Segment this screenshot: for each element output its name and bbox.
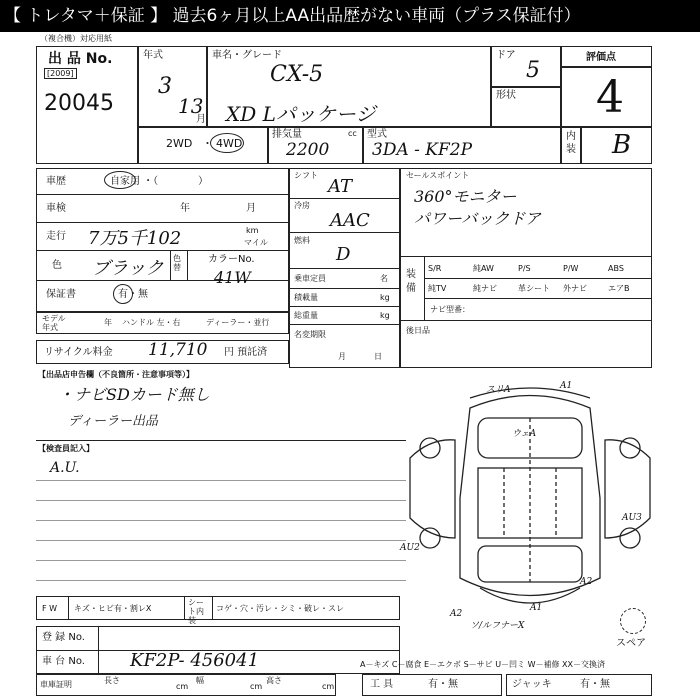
lot-year-tag: [2009] [44,68,77,79]
equipment-row1-item-0: S/R [428,264,442,273]
diagram-mark-7: ソ/ルフナーX [470,621,525,631]
interior-value: B [612,130,632,160]
load-label: 積載量 [294,293,318,302]
mileage-label: 走行 [46,231,66,242]
cert-height: 高さ [266,676,282,685]
mileage-unit-mile: マイル [244,238,268,247]
year-label: 年式 [143,50,163,61]
weight-unit: kg [380,311,390,320]
doors-value: 5 [526,58,540,83]
displacement-unit: cc [348,129,357,138]
car-name: CX-5 [270,62,324,87]
warranty-options: 有・無 [118,289,148,300]
color-value: ブラック [92,258,164,279]
tools-label: 工 具 [370,679,394,690]
spare-label: スペア [616,638,646,649]
sales-points-line2: パワーバックドア [414,209,541,228]
model-value: 3DA - KF2P [372,140,473,160]
model-label: 型式 [367,129,387,140]
cert-unit-1: cm [176,682,189,691]
interior-label: 内装 [566,131,576,155]
color-code-label: カラーNo. [208,254,255,265]
diagram-mark-2: ウェA [512,429,537,439]
top-note: （複合機）対応用紙 [40,34,112,43]
mileage-unit-km: km [246,226,259,235]
year-month-value: 13 [178,94,204,118]
equipment-row2 [428,282,650,296]
chassis-value: KF2P- 456041 [130,650,260,671]
equipment-row1-item-1: 純AW [473,264,494,273]
score-label: 評価点 [586,52,616,63]
remarks-line2: ディーラー出品 [68,414,158,429]
cert-unit-3: cm [322,682,335,691]
diagram-mark-1: A1 [560,381,573,391]
diagram-mark-8: A2 [580,577,593,587]
cert-unit-2: cm [250,682,263,691]
drive-opt2: 4WD [216,137,243,150]
history-circle [104,171,136,189]
cert-len: 長さ [104,676,120,685]
car-grade: XD Lパッケージ [226,102,376,126]
fw-label: F W [42,604,58,613]
shaken-year-unit: 年 [180,203,190,214]
shaken-month-unit: 月 [246,203,256,214]
legend-text: A－キズ C－腐食 E－エクボ S－サビ U－凹ミ W－補修 XX－交換済 [360,660,606,669]
shape-label: 形状 [496,90,516,101]
drive-opt1: 2WD [166,137,193,150]
lot-label: 出 品 No. [48,51,113,67]
color-code-value: 41W [214,268,251,287]
diagram-mark-4: AU2 [400,543,420,553]
equipment-row2-item-1: 純ナビ [473,284,497,293]
inspector-label: 【検査員記入】 [38,444,94,453]
doors-label: ドア [496,50,516,61]
model-year-dealer: ディーラー・並行 [206,318,270,327]
remarks-line1: ・ナビSDカード無し [58,385,210,404]
load-unit: kg [380,293,390,302]
shift-value: AT [328,176,353,197]
model-year-unit: 年 [104,318,112,327]
car-diagram [400,378,660,631]
cert-label: 車庫証明 [40,680,72,689]
model-year-handle: ハンドル 左・右 [122,318,181,327]
inspector-note: A.U. [50,460,80,476]
history-label: 車歴 [46,176,66,187]
equipment-label: 装備 [406,269,416,294]
history-options: 自家用 ・（ ） [110,176,209,187]
fw-items: キズ・ヒビ有・割レX [74,604,152,613]
equipment-row2-item-4: エアB [608,284,630,293]
score-value: 4 [596,72,624,123]
chassis-label: 車 台 No. [42,656,85,667]
equipment-row2-item-2: 革シート [518,284,550,293]
diagram-mark-6: A1 [530,603,543,613]
drive-circle [210,133,244,153]
diagram-mark-0: スリA [486,385,511,395]
equipment-row1-item-4: ABS [608,264,624,273]
equipment-row1 [428,262,650,276]
fw-items2: コゲ・穴・汚レ・シミ・破レ・スレ [216,604,344,613]
remarks-label: 【出品店申告欄（不良箇所・注意事項等）】 [38,370,194,379]
displacement-value: 2200 [286,140,330,160]
spare-circle [620,608,646,634]
diagram-mark-5: A2 [450,609,463,619]
lot-number: 20045 [44,91,114,116]
warranty-circle [113,284,133,304]
equipment-row2-item-3: 外ナビ [563,284,587,293]
equipment-row1-item-2: P/S [518,264,531,273]
year-month-unit: 月 [196,114,206,125]
model-year-label: モデル年式 [42,314,66,332]
weight-label: 総重量 [294,311,318,320]
ac-value: AAC [330,210,370,231]
sales-points-line1: 360°モニター [414,187,517,206]
drive-sep: ・ [202,137,213,150]
registration-label: 登 録 No. [42,632,85,643]
capacity-label: 乗車定員 [294,274,326,283]
car-label: 車名・グレード [212,50,282,61]
fw-sheet: シート内装 [188,598,204,625]
recycle-suffix: 円 預託済 [224,347,268,358]
shaken-label: 車検 [46,203,66,214]
mileage-value: 7万5千102 [88,228,182,249]
name-change-unit: 月日 [338,352,410,361]
displacement-label: 排気量 [272,129,302,140]
color-change-label: 色替 [173,254,181,272]
warranty-label: 保証書 [46,289,76,300]
cert-width: 幅 [196,676,204,685]
diagram-mark-3: AU3 [622,513,642,523]
recycle-value: 11,710 [148,340,208,360]
shift-label: シフト [294,171,318,180]
equipment-row1-item-3: P/W [563,264,579,273]
recycle-label: リサイクル料金 [44,347,113,358]
color-label: 色 [52,260,62,271]
equipment-row2-item-0: 純TV [428,284,447,293]
ac-label: 冷房 [294,201,310,210]
tools-options: 有・無 [428,679,458,690]
banner-title: 【 トレタマ＋保証 】 過去6ヶ月以上AA出品歴がない車両（プラス保証付） [0,0,700,32]
capacity-unit: 名 [380,274,388,283]
year-era-value: 3 [158,74,172,99]
navi-label: ナビ型番： [430,305,470,314]
name-change-label: 名変期限 [294,330,326,339]
sales-points-label: セールスポイント [406,171,470,180]
jack-options: 有・無 [580,679,610,690]
fuel-value: D [336,244,351,265]
jack-label: ジャッキ [512,679,552,690]
retrofit-label: 後日品 [406,326,430,335]
fuel-label: 燃料 [294,236,310,245]
